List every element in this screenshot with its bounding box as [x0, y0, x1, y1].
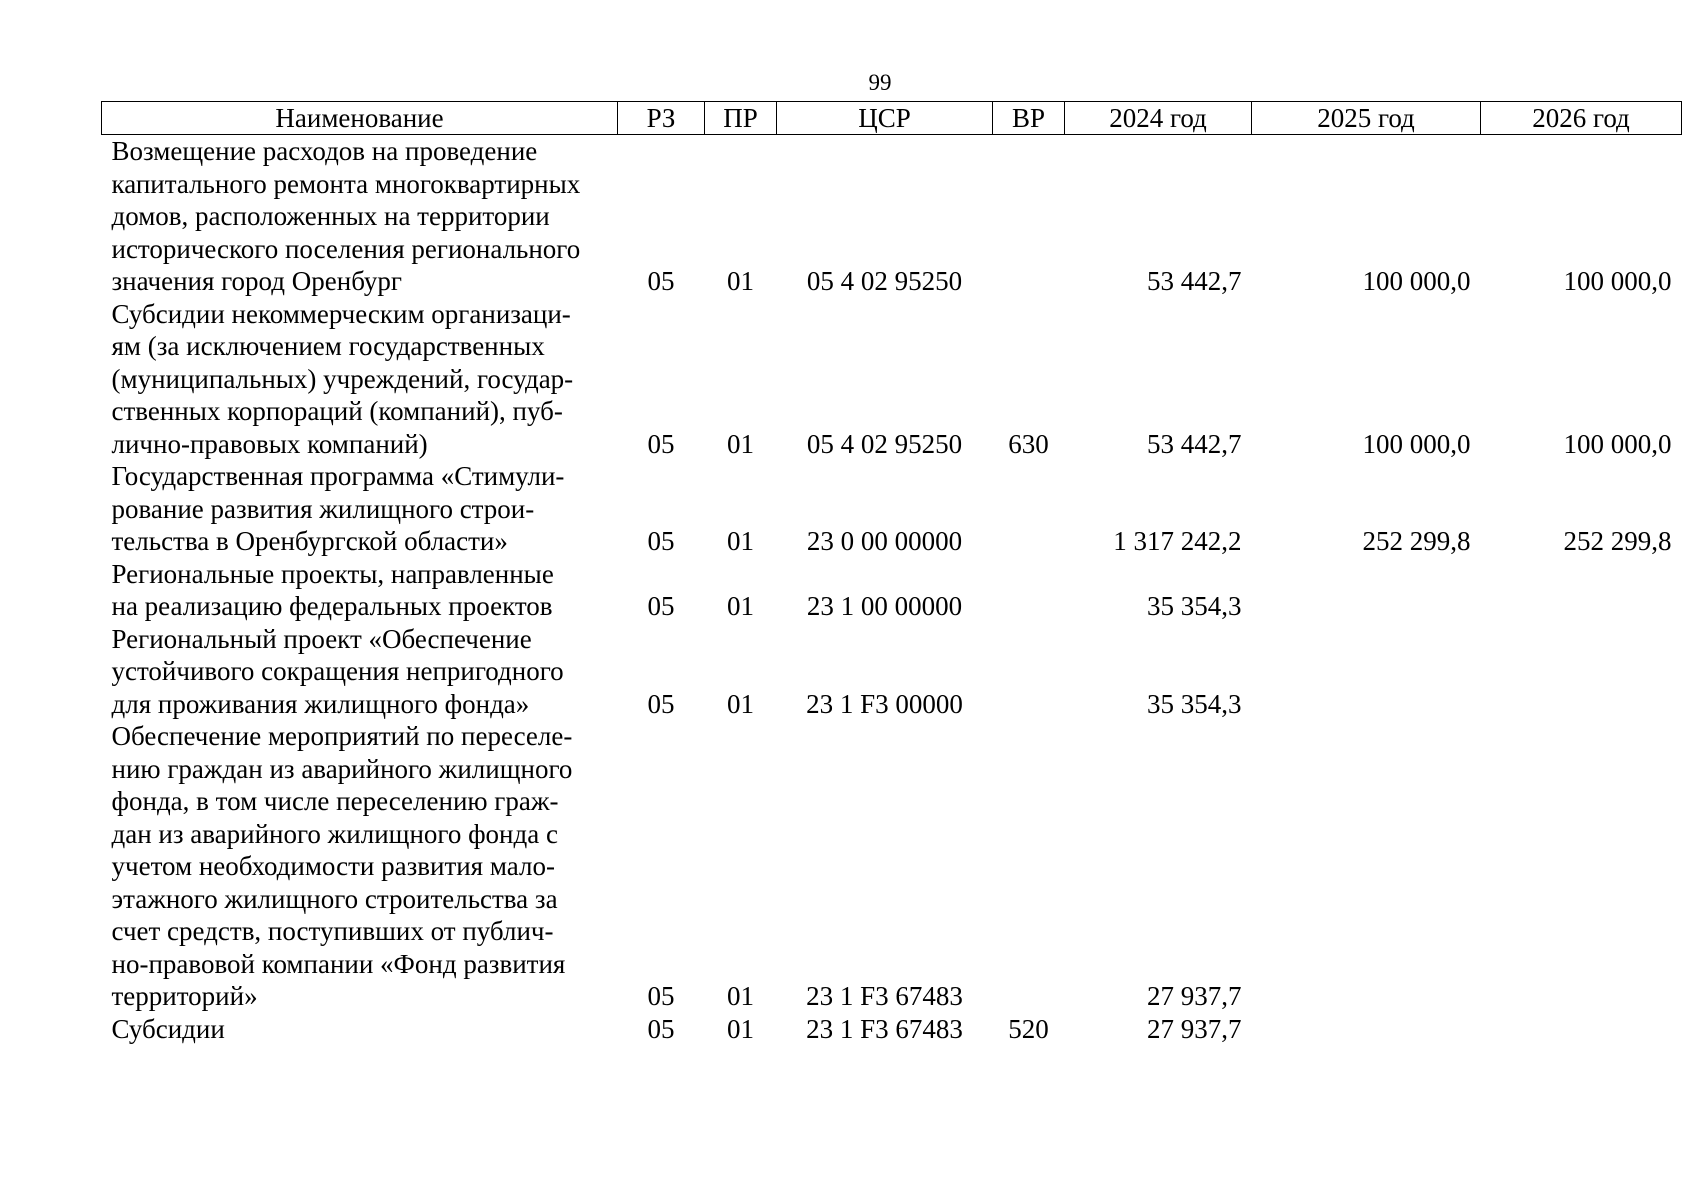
header-pr: ПР: [705, 102, 777, 135]
header-vr: ВР: [993, 102, 1065, 135]
cell-2025: [1252, 623, 1481, 721]
name-line: для проживания жилищного фонда»: [111, 688, 530, 719]
cell-name: [102, 720, 618, 1013]
name-line: лично-правовых компаний): [111, 428, 428, 459]
table-row: [102, 460, 1682, 558]
cell-csr: 23 1 F3 00000: [806, 688, 963, 719]
cell-2024: 53 442,7: [1147, 266, 1242, 296]
cell-2026: 100 000,0: [1563, 428, 1672, 459]
name-line: Возмещение расходов на проведение: [111, 136, 538, 166]
name-line: Региональный проект «Обеспечение: [111, 623, 532, 654]
name-line: Субсидии: [111, 1013, 225, 1044]
name-line: счет средств, поступивших от публич-: [111, 916, 554, 946]
cell-2024: 27 937,7: [1147, 981, 1242, 1011]
name-line: но-правовой компании «Фонд развития: [111, 948, 566, 979]
name-line: (муниципальных) учреждений, государ-: [111, 363, 574, 394]
name-line: этажного жилищного строительства за: [111, 883, 558, 914]
table-body: [102, 135, 1682, 1046]
cell-pr: 01: [727, 1013, 754, 1044]
cell-2026: [1481, 623, 1682, 721]
name-line: фонда, в том числе переселению граж-: [111, 786, 559, 816]
cell-2025: 100 000,0: [1362, 266, 1471, 296]
cell-rz: 05: [647, 981, 675, 1011]
name-line: устойчивого сокращения непригодного: [111, 656, 564, 686]
name-line: территорий»: [111, 981, 258, 1011]
name-line: учетом необходимости развития мало-: [111, 851, 555, 881]
cell-name: [102, 558, 618, 623]
cell-2024: 35 354,3: [1147, 688, 1242, 719]
cell-name: [102, 1013, 618, 1046]
cell-2025: 100 000,0: [1362, 428, 1471, 459]
budget-table: [101, 101, 1682, 1045]
cell-csr: 23 0 00 00000: [806, 526, 963, 556]
cell-rz: 05: [647, 1013, 675, 1044]
cell-name: [102, 135, 618, 298]
cell-csr: 23 1 F3 67483: [806, 1013, 963, 1044]
cell-name: [102, 460, 618, 558]
header-csr: ЦСР: [777, 102, 993, 135]
cell-rz: 05: [647, 688, 675, 719]
cell-vr: [993, 135, 1065, 298]
cell-2026: 252 299,8: [1563, 526, 1672, 556]
name-line: ственных корпораций (компаний), пуб-: [111, 396, 563, 426]
cell-vr: [993, 720, 1065, 1013]
cell-2024: 35 354,3: [1147, 591, 1242, 621]
cell-pr: 01: [727, 688, 754, 719]
header-row: [102, 102, 1682, 135]
name-line: Государственная программа «Стимули-: [111, 461, 565, 491]
cell-csr: 05 4 02 95250: [806, 266, 963, 296]
cell-2026: 100 000,0: [1563, 266, 1672, 296]
page-number: 99: [868, 70, 892, 95]
cell-csr: 23 1 00 00000: [806, 591, 963, 621]
cell-pr: 01: [727, 266, 754, 296]
name-line: Субсидии некоммерческим организаци-: [111, 298, 571, 329]
cell-name: [102, 298, 618, 461]
table-row: [102, 298, 1682, 461]
name-line: ям (за исключением государственных: [111, 331, 545, 361]
header-2024: 2024 год: [1065, 102, 1252, 135]
cell-name: [102, 623, 618, 721]
table-row: [102, 720, 1682, 1013]
name-line: на реализацию федеральных проектов: [111, 591, 553, 621]
cell-2025: [1252, 558, 1481, 623]
cell-vr: 520: [1008, 1013, 1049, 1044]
cell-pr: 01: [727, 428, 754, 459]
table-row: [102, 1013, 1682, 1046]
name-line: Обеспечение мероприятий по переселе-: [111, 721, 573, 751]
cell-pr: 01: [727, 526, 754, 556]
cell-2024: 1 317 242,2: [1113, 526, 1242, 556]
cell-2025: [1252, 720, 1481, 1013]
cell-pr: 01: [727, 981, 754, 1011]
table-header: [102, 102, 1682, 135]
cell-2024: 53 442,7: [1147, 428, 1242, 459]
cell-2025: 252 299,8: [1362, 526, 1471, 556]
header-rz: РЗ: [618, 102, 705, 135]
name-line: тельства в Оренбургской области»: [111, 526, 508, 556]
cell-csr: 05 4 02 95250: [806, 428, 963, 459]
name-line: рование развития жилищного строи-: [111, 493, 535, 524]
name-line: Региональные проекты, направленные: [111, 558, 554, 589]
table-row: [102, 558, 1682, 623]
name-line: капитального ремонта многоквартирных: [111, 168, 581, 199]
name-line: дан из аварийного жилищного фонда с: [111, 818, 558, 849]
header-2026: 2026 год: [1481, 102, 1682, 135]
cell-csr: 23 1 F3 67483: [806, 981, 963, 1011]
cell-rz: 05: [647, 266, 675, 296]
cell-vr: [993, 623, 1065, 721]
cell-2026: [1481, 1013, 1682, 1046]
cell-vr: [993, 460, 1065, 558]
cell-rz: 05: [647, 526, 675, 556]
header-name: Наименование: [102, 102, 618, 135]
cell-pr: 01: [727, 591, 754, 621]
table-row: [102, 623, 1682, 721]
cell-vr: 630: [1008, 428, 1049, 459]
header-2025: 2025 год: [1252, 102, 1481, 135]
name-line: значения город Оренбург: [111, 266, 402, 296]
cell-rz: 05: [647, 591, 675, 621]
cell-2024: 27 937,7: [1147, 1013, 1242, 1044]
name-line: исторического поселения регионального: [111, 233, 581, 264]
cell-2026: [1481, 720, 1682, 1013]
table-row: [102, 135, 1682, 298]
cell-2025: [1252, 1013, 1481, 1046]
cell-rz: 05: [647, 428, 675, 459]
cell-vr: [993, 558, 1065, 623]
cell-2026: [1481, 558, 1682, 623]
name-line: домов, расположенных на территории: [111, 201, 550, 231]
name-line: нию граждан из аварийного жилищного: [111, 753, 573, 784]
